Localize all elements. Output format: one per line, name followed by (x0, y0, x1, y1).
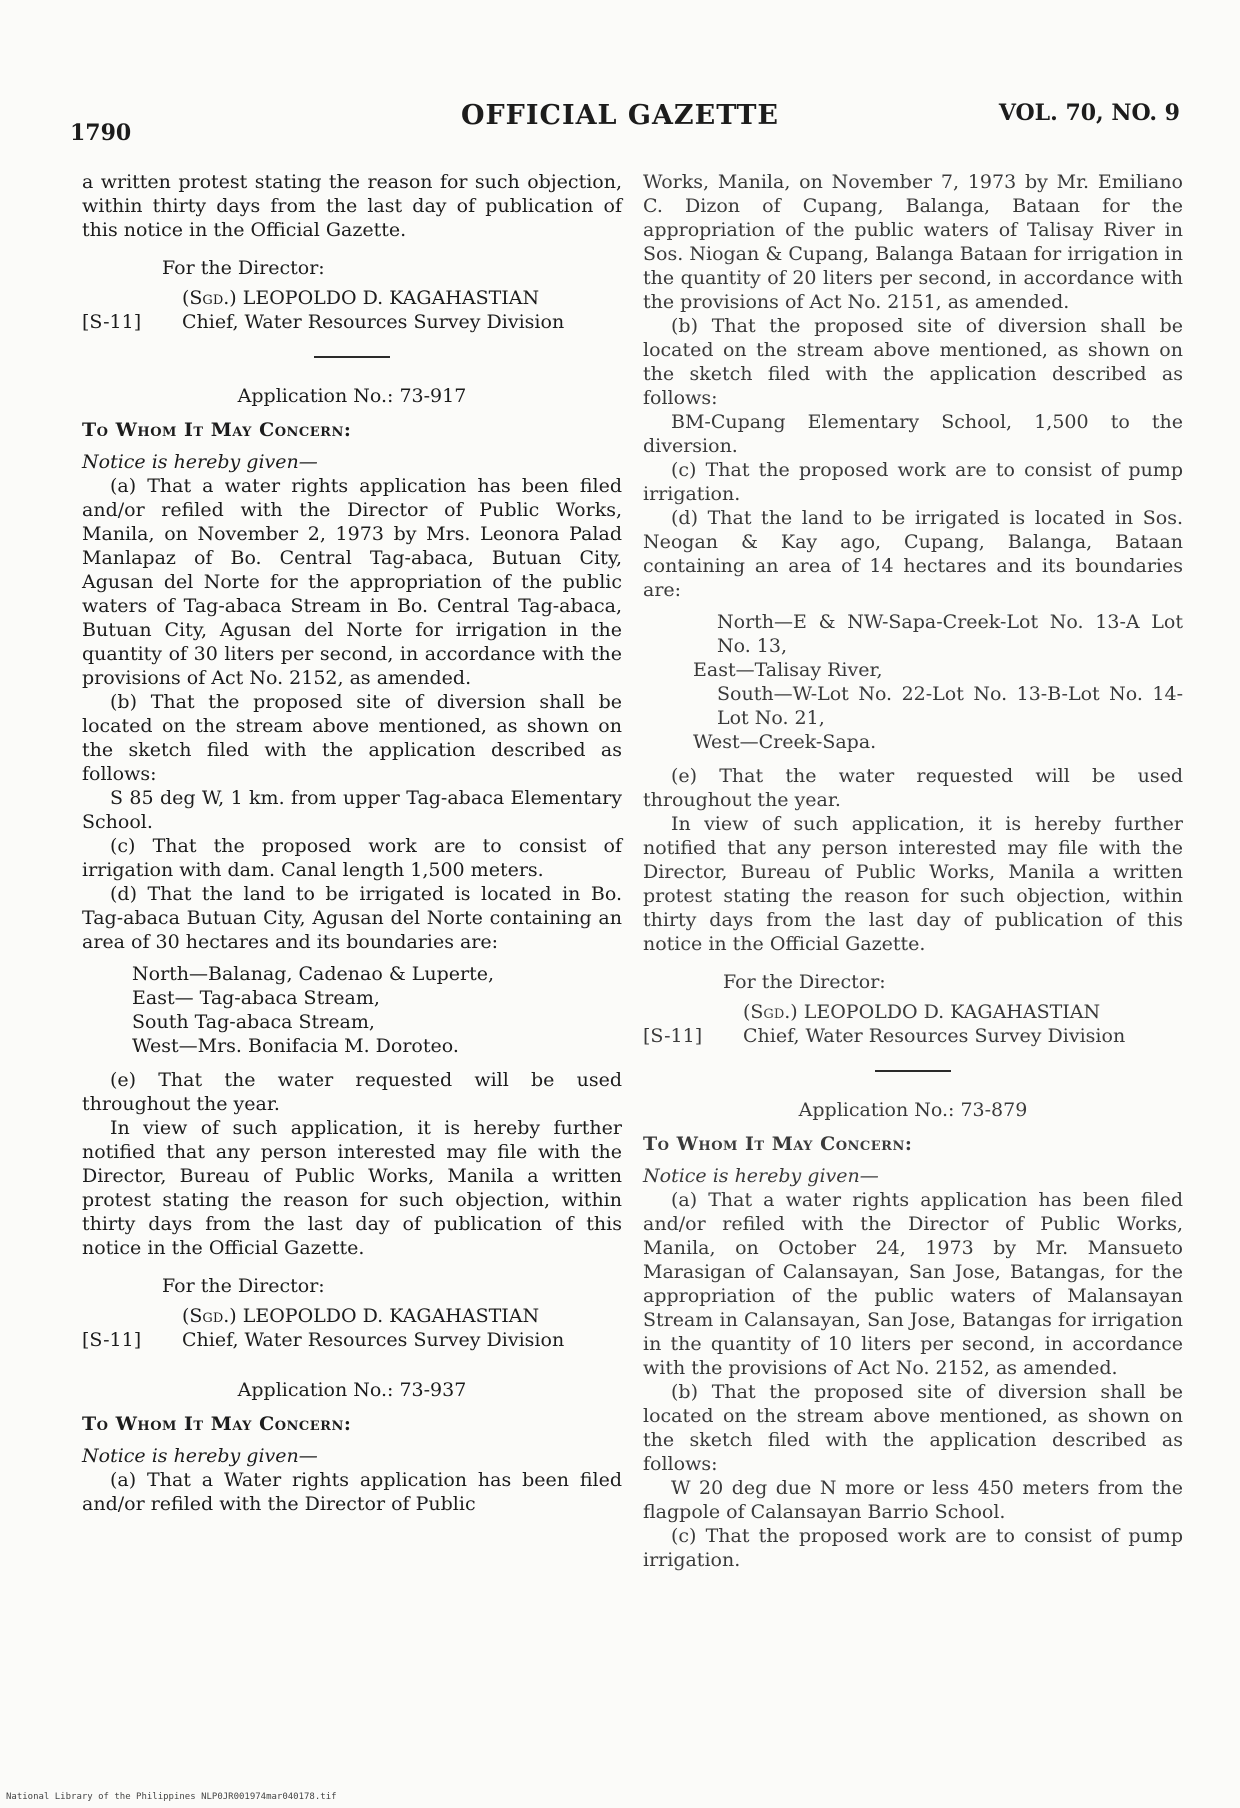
signature-block (643, 970, 1183, 1048)
page-number: 1790 (70, 120, 132, 146)
clause-a: (a) That a water rights application has been filed and/or refiled with the Director of Public Works, Manila, on October 24, 1973 by Mr. Mansueto Marasigan of Calansayan, San Jose, Batangas, for the appropriation of the public waters of Malansayan Stream in Calansayan, San Jose, Batangas for irrigation in the quantity of 10 liters per second, in accordance with the provisions of Act No. 2152, as amended. (643, 1189, 1183, 1379)
application-title: Application No.: 73-879 (798, 1099, 1028, 1121)
clause-b: (b) That the proposed site of diversion shall be located on the stream above mentioned, as shown on the sketch filed with the application described as follows: (643, 315, 1183, 409)
signatory-title: Chief, Water Resources Survey Division (182, 311, 565, 333)
clause-c: (c) That the proposed work are to consist of irrigation with dam. Canal length 1,500 meters. (82, 835, 622, 881)
signatory-name: (Sgd.) LEOPOLDO D. KAGAHASTIAN (182, 287, 540, 309)
left-column (82, 170, 622, 1516)
clause-d: (d) That the land to be irrigated is located in Bo. Tag-abaca Butuan City, Agusan del Norte containing an area of 30 hectares and its boundaries are: (82, 883, 622, 953)
signatory-title: Chief, Water Resources Survey Division (182, 1329, 565, 1351)
notice-code: [S-11] (82, 311, 142, 333)
volume-label: VOL. 70, NO. 9 (998, 100, 1180, 126)
boundary-south: South—W-Lot No. 22-Lot No. 13-B-Lot No. 14-Lot No. 21, (717, 683, 1183, 729)
for-director: For the Director: (723, 971, 886, 993)
for-director: For the Director: (162, 257, 325, 279)
signatory-title: Chief, Water Resources Survey Division (743, 1025, 1126, 1047)
boundary-south: South Tag-abaca Stream, (132, 1011, 375, 1033)
signatory-name: (Sgd.) LEOPOLDO D. KAGAHASTIAN (182, 1305, 540, 1327)
boundary-north: North—Balanag, Cadenao & Luperte, (132, 963, 495, 985)
to-whom-heading: To Whom It May Concern: (82, 1413, 352, 1435)
protest-notice: In view of such application, it is hereby further notified that any person interested may file with the Director, Bureau of Public Works, Manila a written protest stating the reason for such objection, within thirty days from the last day of publication of this notice in the Official Gazette. (643, 813, 1183, 955)
application-title: Application No.: 73-937 (237, 1379, 467, 1401)
diversion-location: S 85 deg W, 1 km. from upper Tag-abaca Elementary School. (82, 787, 622, 833)
diversion-location: W 20 deg due N more or less 450 meters from the flagpole of Calansayan Barrio School. (643, 1477, 1183, 1523)
notice-code: [S-11] (643, 1025, 703, 1047)
clause-a: (a) That a Water rights application has been filed and/or refiled with the Director of Public (82, 1469, 622, 1515)
clause-b: (b) That the proposed site of diversion shall be located on the stream above mentioned, as shown on the sketch filed with the application described as follows: (643, 1381, 1183, 1475)
clause-c: (c) That the proposed work are to consist of pump irrigation. (643, 459, 1183, 505)
clause-e: (e) That the water requested will be used throughout the year. (643, 765, 1183, 811)
to-whom-heading: To Whom It May Concern: (82, 419, 352, 441)
notice-heading: Notice is hereby given— (82, 451, 318, 473)
signatory-name: (Sgd.) LEOPOLDO D. KAGAHASTIAN (743, 1001, 1101, 1023)
signature-block (82, 256, 622, 334)
diversion-location: BM-Cupang Elementary School, 1,500 to the diversion. (643, 411, 1183, 457)
notice-heading: Notice is hereby given— (643, 1165, 879, 1187)
protest-notice: In view of such application, it is hereby further notified that any person interested may file with the Director, Bureau of Public Works, Manila a written protest stating the reason for such objection, within thirty days from the last day of publication of this notice in the Official Gazette. (82, 1117, 622, 1259)
boundary-east: East— Tag-abaca Stream, (132, 987, 380, 1009)
boundary-west: West—Mrs. Bonifacia M. Doroteo. (132, 1035, 459, 1057)
clause-b: (b) That the proposed site of diversion shall be located on the stream above mentioned, as shown on the sketch filed with the application described as follows: (82, 691, 622, 785)
for-director: For the Director: (162, 1275, 325, 1297)
to-whom-heading: To Whom It May Concern: (643, 1133, 913, 1155)
right-column (643, 170, 1183, 1572)
clause-c: (c) That the proposed work are to consist of pump irrigation. (643, 1525, 1183, 1571)
boundary-north: North—E & NW-Sapa-Creek-Lot No. 13-A Lot No. 13, (717, 611, 1183, 657)
source-footer: National Library of the Philippines NLP0JR001974mar040178.tif (6, 1792, 337, 1802)
section-divider (875, 1070, 951, 1072)
boundaries-list (82, 962, 622, 1058)
boundary-east: East—Talisay River, (693, 659, 883, 681)
intro-text: a written protest stating the reason for such objection, within thirty days from the last day of publication of this notice in the Official Gazette. (82, 171, 622, 241)
section-divider (314, 356, 390, 358)
application-title: Application No.: 73-917 (237, 385, 467, 407)
notice-heading: Notice is hereby given— (82, 1445, 318, 1467)
clause-a: (a) That a water rights application has been filed and/or refiled with the Director of Public Works, Manila, on November 2, 1973 by Mrs. Leonora Palad Manlapaz of Bo. Central Tag-abaca, Butuan City, Agusan del Norte for the appropriation of the public waters of Tag-abaca Stream in Bo. Central Tag-abaca, Butuan City, Agusan del Norte for irrigation in the quantity of 30 liters per second, in accordance with the provisions of Act No. 2152, as amended. (82, 475, 622, 689)
clause-a-continued: Works, Manila, on November 7, 1973 by Mr. Emiliano C. Dizon of Cupang, Balanga, Bataan for the appropriation of the public waters of Talisay River in Sos. Niogan & Cupang, Balanga Bataan for irrigation in the quantity of 20 liters per second, in accordance with the provisions of Act No. 2151, as amended. (643, 171, 1183, 313)
clause-e: (e) That the water requested will be used throughout the year. (82, 1069, 622, 1115)
boundary-west: West—Creek-Sapa. (693, 731, 877, 753)
boundaries-list (643, 610, 1183, 754)
clause-d: (d) That the land to be irrigated is located in Sos. Neogan & Kay ago, Cupang, Balanga, Bataan containing an area of 14 hectares and its boundaries are: (643, 507, 1183, 601)
notice-code: [S-11] (82, 1329, 142, 1351)
signature-block (82, 1274, 622, 1352)
masthead-title: OFFICIAL GAZETTE (460, 100, 780, 131)
